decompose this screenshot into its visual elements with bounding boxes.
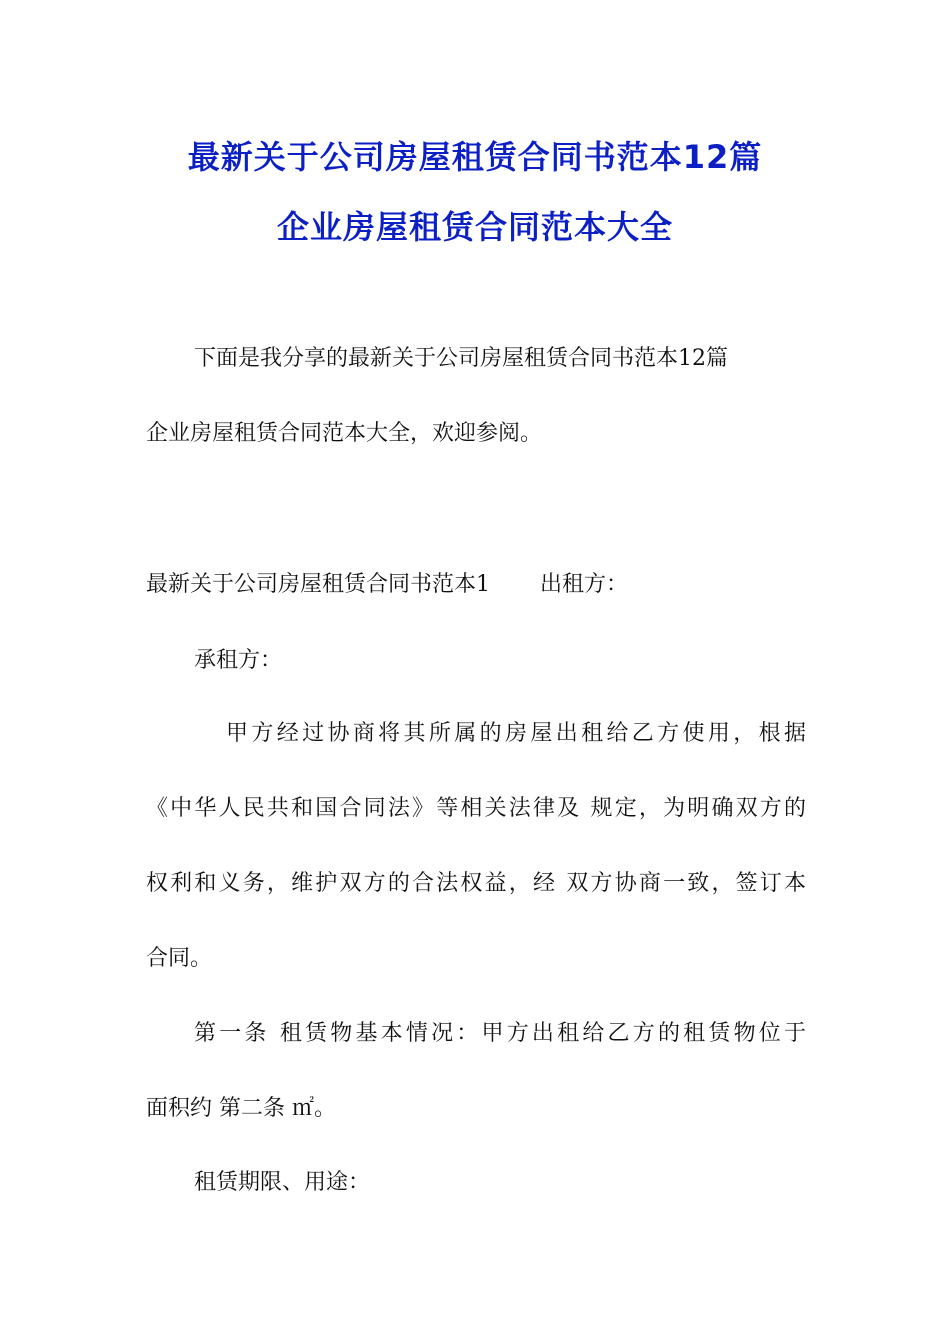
section-heading	[146, 570, 806, 600]
paragraph-1-line-1: 甲方经过协商将其所属的房屋出租给乙方使用，根据	[226, 721, 806, 746]
document-title-line-1: 最新关于公司房屋租赁合同书范本12篇	[187, 138, 763, 176]
article-1-line-2: 面积约 第二条 ㎡。	[146, 1096, 336, 1121]
intro-line-2: 企业房屋租赁合同范本大全，欢迎参阅。	[146, 421, 543, 446]
section-heading-title: 最新关于公司房屋租赁合同书范本1	[146, 572, 490, 597]
lessor-label: 出租方：	[540, 572, 629, 597]
intro-line-1: 下面是我分享的最新关于公司房屋租赁合同书范本12篇	[194, 346, 728, 371]
paragraph-1-line-3: 权利和义务，维护双方的合法权益，经 双方协商一致，签订本	[146, 871, 806, 896]
article-1-line-1: 第一条 租赁物基本情况：甲方出租给乙方的租赁物位于	[194, 1021, 806, 1046]
paragraph-1-line-4: 合同。	[146, 946, 213, 971]
lessee-label: 承租方：	[194, 648, 283, 673]
document-title-line-2: 企业房屋租赁合同范本大全	[276, 208, 673, 246]
lease-term-label: 租赁期限、用途：	[194, 1170, 371, 1195]
paragraph-1-line-2: 《中华人民共和国合同法》等相关法律及 规定，为明确双方的	[146, 796, 806, 821]
